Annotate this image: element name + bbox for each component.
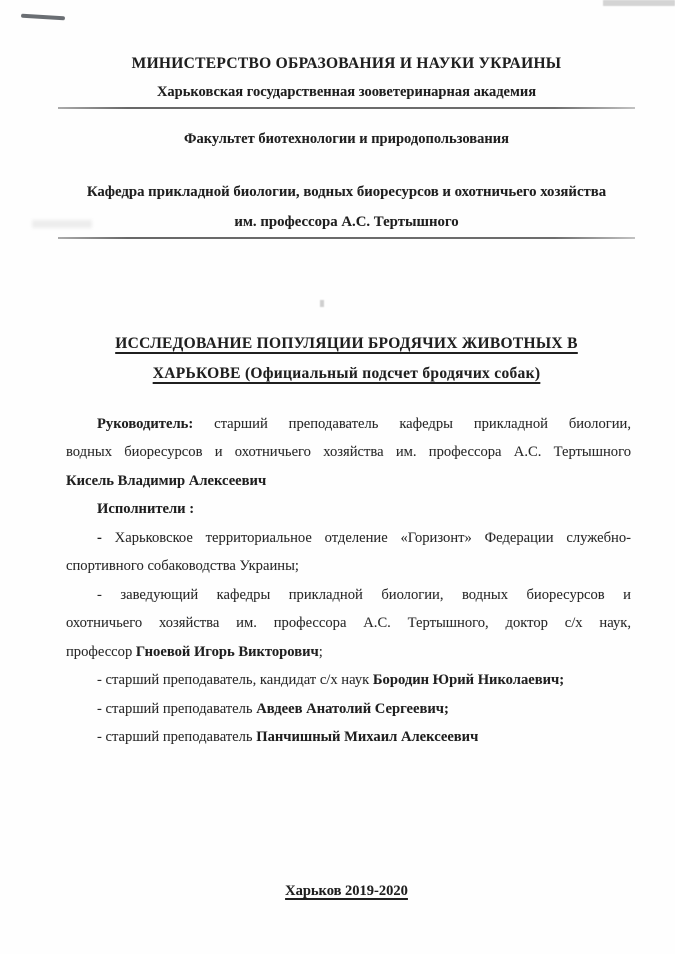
- text-line: [66, 638, 631, 666]
- doc-title-line-2-text: ХАРЬКОВЕ (Официальный подсчет бродячих собак): [152, 365, 541, 382]
- doc-title-line-2: [58, 365, 635, 383]
- text-line: [66, 495, 631, 523]
- text-segment: - старший преподаватель: [97, 700, 257, 717]
- text-segment: профессор: [66, 643, 136, 660]
- pen-mark-artifact: [21, 14, 65, 21]
- header-department-line-1: Кафедра прикладной биологии, водных биоресурсов и охотничьего хозяйства: [86, 184, 607, 200]
- divider-top: [58, 107, 635, 109]
- text-line: [66, 524, 631, 552]
- text-segment-bold: -: [97, 529, 115, 546]
- text-line: [66, 723, 631, 751]
- header-ministry: МИНИСТЕРСТВО ОБРАЗОВАНИЯ И НАУКИ УКРАИНЫ: [131, 55, 562, 72]
- text-line: [66, 609, 631, 637]
- scan-speck-artifact: [320, 300, 324, 307]
- text-segment-bold: Кисель Владимир Алексеевич: [66, 472, 267, 489]
- text-line: [66, 695, 631, 723]
- text-segment-bold: Руководитель:: [97, 416, 215, 432]
- text-segment: старший преподаватель кафедры прикладной биологии,: [214, 416, 631, 432]
- text-line: [66, 410, 631, 438]
- text-line: [66, 666, 631, 694]
- text-segment: - старший преподаватель, кандидат с/х наук: [97, 672, 373, 689]
- header-academy: Харьковская государственная зооветеринарная академия: [156, 84, 537, 100]
- footer-city-year: [58, 883, 635, 900]
- text-segment-bold: Гноевой Игорь Викторович: [135, 643, 319, 660]
- text-line: [66, 438, 631, 466]
- text-segment: - старший преподаватель: [97, 728, 257, 745]
- body-text: [66, 410, 631, 751]
- header-faculty: Факультет биотехнологии и природопользования: [184, 131, 509, 147]
- text-segment-bold: Панчишный Михаил Алексеевич: [256, 728, 479, 745]
- divider-bottom: [58, 237, 635, 239]
- doc-title-line-1: [58, 335, 635, 353]
- header-department-line-2: им. профессора А.С. Тертышного: [234, 214, 459, 230]
- text-segment: ;: [318, 643, 323, 660]
- text-segment-bold: Бородин Юрий Николаевич;: [372, 672, 565, 689]
- text-segment: водных биоресурсов и охотничьего хозяйства им. профессора А.С. Тертышного: [66, 444, 631, 461]
- text-segment: спортивного собаководства Украины;: [66, 558, 299, 575]
- scan-corner-artifact: [603, 0, 675, 6]
- text-segment: охотничьего хозяйства им. профессора А.С. Тертышного, доктор с/х наук,: [66, 615, 631, 632]
- text-line: [66, 467, 631, 495]
- text-segment-bold: Исполнители :: [97, 501, 195, 518]
- footer-city-year-text: Харьков 2019-2020: [285, 883, 408, 899]
- doc-title-line-1-text: ИССЛЕДОВАНИЕ ПОПУЛЯЦИИ БРОДЯЧИХ ЖИВОТНЫХ В: [115, 335, 578, 352]
- text-segment-bold: Авдеев Анатолий Сергеевич;: [256, 700, 449, 717]
- text-segment: - заведующий кафедры прикладной биологии, водных биоресурсов и: [97, 586, 631, 603]
- text-line: [66, 552, 631, 580]
- text-line: [66, 581, 631, 609]
- text-segment: Харьковское территориальное отделение «Горизонт» Федерации служебно-: [114, 529, 631, 546]
